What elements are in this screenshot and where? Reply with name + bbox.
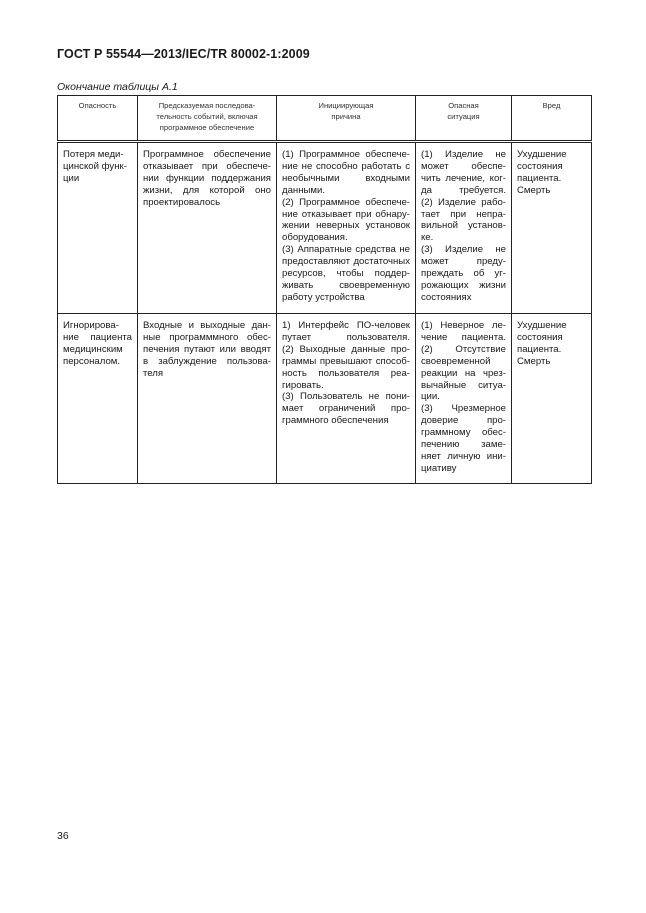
cell-text-line: граммного обеспечения bbox=[282, 415, 389, 427]
cell-text-line: Потеря меди- bbox=[63, 149, 124, 160]
cell-text-line: ность пользователя реа- bbox=[282, 367, 410, 379]
cell-text-line: Инициирующая bbox=[318, 101, 374, 110]
cell-text-line: реакции на чрез- bbox=[421, 367, 506, 379]
cell-text-line: чить лечение, ког- bbox=[421, 172, 506, 184]
cell-text-line: ние отказывает при обнару- bbox=[282, 208, 410, 220]
table-cell bbox=[58, 142, 138, 314]
table-cell bbox=[58, 314, 138, 484]
cell-text-line: (1) Программное обеспече- bbox=[282, 149, 410, 160]
cell-text-line: мает ограничений про- bbox=[282, 403, 410, 415]
table-header-row bbox=[58, 96, 592, 142]
cell-text-line: ние пациента bbox=[63, 331, 132, 343]
cell-text-line: пациента. bbox=[517, 343, 562, 355]
cell-text-line: ке. bbox=[421, 232, 434, 244]
cell-text-line: циативу bbox=[421, 462, 457, 474]
document-code: ГОСТ Р 55544—2013/IEC/TR 80002-1:2009 bbox=[57, 47, 310, 61]
cell-text-line: граммному обес- bbox=[421, 427, 506, 439]
cell-text-line: печения путают или вводят bbox=[143, 343, 271, 355]
cell-text-line: оборудования. bbox=[282, 232, 348, 244]
table-row bbox=[58, 142, 592, 314]
cell-text-line: Предсказуемая последова- bbox=[158, 101, 256, 110]
cell-text-line: Ухудшение bbox=[517, 320, 567, 331]
cell-text-line: (2) Программное обеспече- bbox=[282, 196, 410, 208]
cell-text-line: отказывает при обеспече- bbox=[143, 160, 271, 172]
hazard-table bbox=[57, 95, 592, 484]
cell-text-line: персоналом. bbox=[63, 355, 121, 367]
cell-text-line: ции bbox=[63, 172, 80, 184]
cell-text-line: путает пользователя. bbox=[282, 331, 410, 343]
cell-text-line: вычайные ситуа- bbox=[421, 379, 506, 391]
cell-text-line: гировать. bbox=[282, 379, 324, 391]
cell-text-line: преждать об уг- bbox=[421, 268, 506, 280]
cell-text-line: в заблуждение пользова- bbox=[143, 355, 271, 367]
cell-text-line: причина bbox=[331, 112, 361, 121]
cell-text-line: ции. bbox=[421, 391, 440, 403]
cell-text-line: может обеспе- bbox=[421, 160, 506, 172]
cell-text-line: данными. bbox=[282, 184, 326, 196]
cell-text-line: своевременной bbox=[421, 355, 491, 367]
cell-text-line: живать своевременную bbox=[282, 279, 410, 291]
cell-text-line: предоставляют достаточных bbox=[282, 256, 410, 268]
cell-text-line: тает при непра- bbox=[421, 208, 506, 220]
cell-text-line: Игнорирова- bbox=[63, 320, 119, 331]
cell-text-line: состояния bbox=[517, 331, 563, 343]
cell-text-line: Опасная bbox=[448, 101, 479, 110]
table-cell bbox=[277, 314, 416, 484]
cell-text-line: жизни, для которой оно bbox=[143, 184, 271, 196]
cell-text-line: 1) Интерфейс ПО-человек bbox=[282, 320, 410, 331]
cell-text-line: (3) Аппаратные средства не bbox=[282, 244, 410, 256]
cell-text-line: Программное обеспечение bbox=[143, 149, 271, 160]
cell-text-line: ситуация bbox=[447, 112, 480, 121]
table-cell bbox=[416, 314, 512, 484]
cell-text-line: Вред bbox=[542, 101, 561, 110]
column-header bbox=[512, 96, 592, 142]
table-caption: Окончание таблицы А.1 bbox=[57, 81, 178, 93]
table-row bbox=[58, 314, 592, 484]
cell-text-line: вильной установ- bbox=[421, 220, 506, 232]
cell-text-line: (1) Изделие не bbox=[421, 149, 506, 160]
column-header bbox=[138, 96, 277, 142]
cell-text-line: Ухудшение bbox=[517, 149, 567, 160]
cell-text-line: нии функции поддержания bbox=[143, 172, 271, 184]
cell-text-line: да требуется. bbox=[421, 184, 506, 196]
page-number: 36 bbox=[57, 830, 69, 842]
cell-text-line: жении неверных установок bbox=[282, 220, 410, 232]
cell-text-line: доверие про- bbox=[421, 415, 506, 427]
cell-text-line: Входные и выходные дан- bbox=[143, 320, 271, 331]
cell-text-line: (2) Выходные данные про- bbox=[282, 343, 410, 355]
cell-text-line: пациента. bbox=[517, 172, 562, 184]
cell-text-line: Опасность bbox=[78, 101, 117, 110]
cell-text-line: проектировалось bbox=[143, 196, 221, 208]
table-cell bbox=[277, 142, 416, 314]
cell-text-line: состояниях bbox=[421, 291, 472, 303]
column-header bbox=[416, 96, 512, 142]
table-cell bbox=[512, 142, 592, 314]
cell-text-line: теля bbox=[143, 367, 164, 379]
table-cell bbox=[416, 142, 512, 314]
cell-text-line: работу устройства bbox=[282, 291, 365, 303]
cell-text-line: может преду- bbox=[421, 256, 506, 268]
cell-text-line: (2) Отсутствие bbox=[421, 343, 506, 355]
cell-text-line: ние не способно работать с bbox=[282, 160, 410, 172]
cell-text-line: (1) Неверное ле- bbox=[421, 320, 506, 331]
cell-text-line: Смерть bbox=[517, 355, 551, 367]
cell-text-line: (3) Изделие не bbox=[421, 244, 506, 256]
table-cell bbox=[138, 314, 277, 484]
cell-text-line: рожающих жизни bbox=[421, 279, 506, 291]
column-header bbox=[277, 96, 416, 142]
column-header bbox=[58, 96, 138, 142]
cell-text-line: тельность событий, включая bbox=[156, 112, 258, 121]
cell-text-line: граммы превышают способ- bbox=[282, 355, 410, 367]
cell-text-line: (3) Чрезмерное bbox=[421, 403, 506, 415]
cell-text-line: (2) Изделие рабо- bbox=[421, 196, 506, 208]
cell-text-line: няет личную ини- bbox=[421, 450, 506, 462]
cell-text-line: Смерть bbox=[517, 184, 551, 196]
cell-text-line: печению заме- bbox=[421, 439, 506, 451]
cell-text-line: (3) Пользователь не пони- bbox=[282, 391, 410, 403]
cell-text-line: медицинским bbox=[63, 343, 123, 355]
table-cell bbox=[138, 142, 277, 314]
cell-text-line: необычными входными bbox=[282, 172, 410, 184]
cell-text-line: чение пациента. bbox=[421, 331, 506, 343]
table-cell bbox=[512, 314, 592, 484]
cell-text-line: состояния bbox=[517, 160, 563, 172]
cell-text-line: программное обеспечение bbox=[159, 123, 255, 132]
cell-text-line: ресурсов, чтобы поддер- bbox=[282, 268, 410, 280]
cell-text-line: ные программмного обес- bbox=[143, 331, 271, 343]
cell-text-line: цинской функ- bbox=[63, 160, 127, 172]
